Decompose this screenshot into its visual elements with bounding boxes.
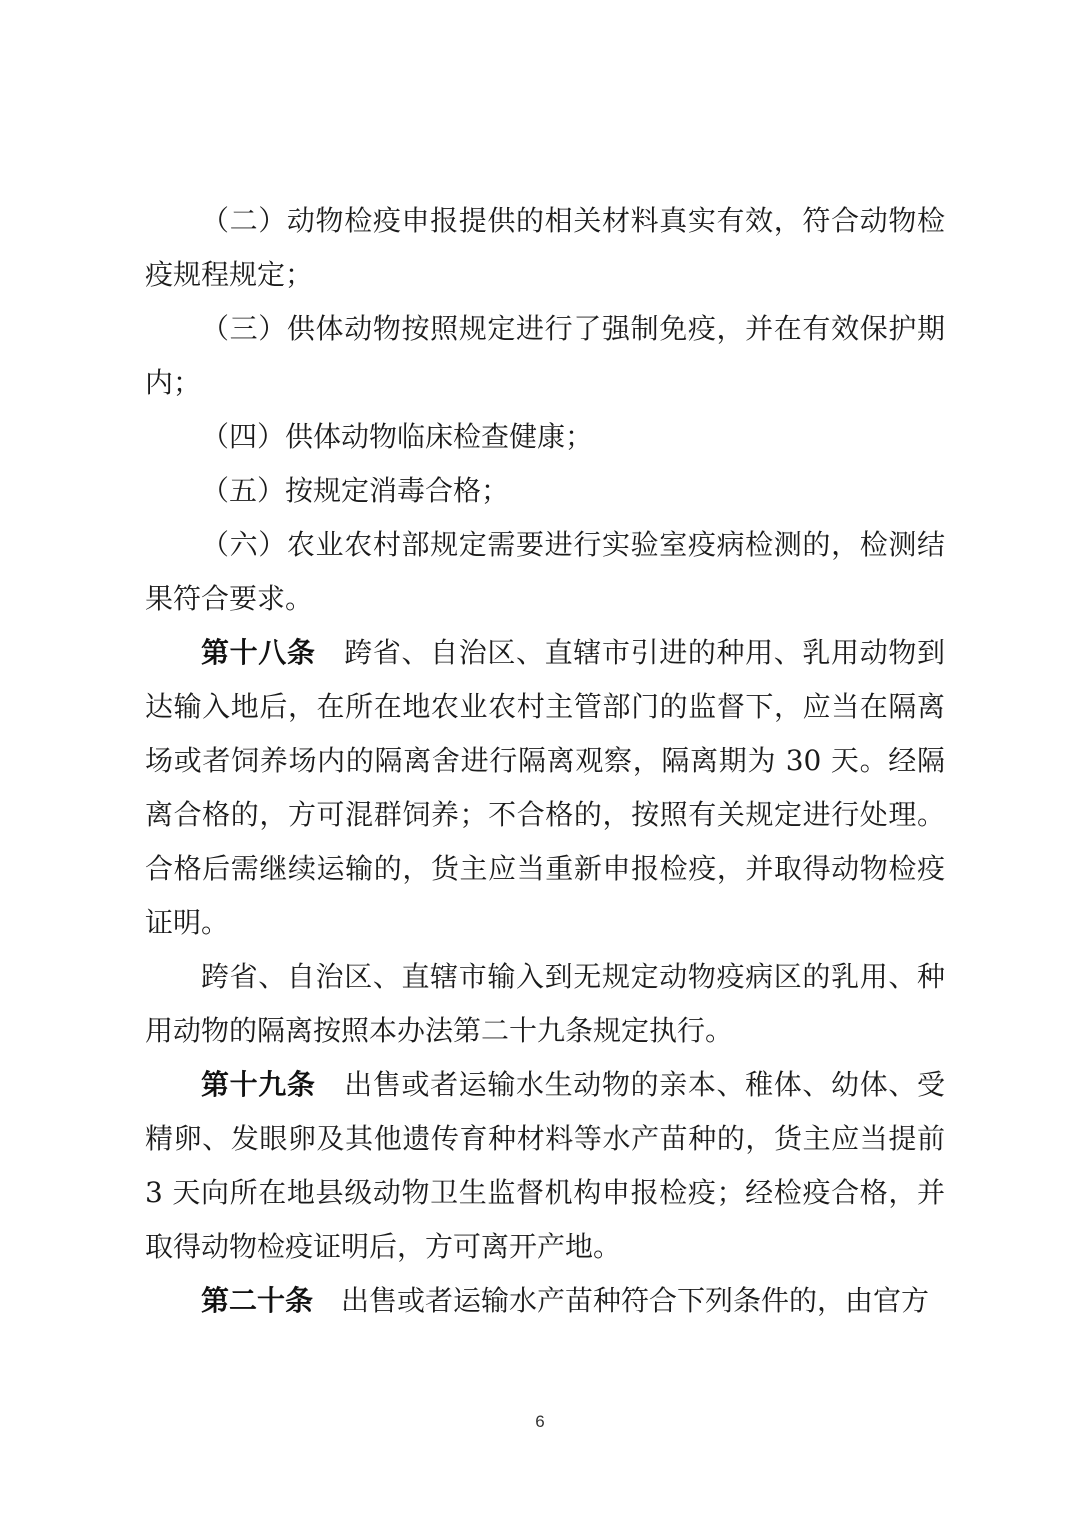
page-number: 6 <box>535 1412 545 1431</box>
article-title: 第二十条 <box>201 1284 314 1317</box>
article-text: 出售或者运输水产苗种符合下列条件的，由官方 <box>341 1284 930 1317</box>
article-19 <box>145 1058 945 1274</box>
article-title: 第十八条 <box>201 636 316 669</box>
article-text: 跨省、自治区、直辖市引进的种用、乳用动物到达输入地后，在所在地农业农村主管部门的监督下，应当在隔离场或者饲养场内的隔离舍进行隔离观察，隔离期为 30 天。经隔离合格的，方可混群饲养；不合格的，按照有关规定进行处理。合格后需继续运输的，货主应当重新申报检疫，并取得动物检疫证明。 <box>145 636 945 939</box>
clause-text: （二）动物检疫申报提供的相关材料真实有效，符合动物检疫规程规定； <box>145 204 945 291</box>
article-text: 跨省、自治区、直辖市输入到无规定动物疫病区的乳用、种用动物的隔离按照本办法第二十九条规定执行。 <box>145 960 945 1047</box>
clause-3 <box>145 302 945 410</box>
clause-text: （四）供体动物临床检查健康； <box>201 420 594 453</box>
article-text: 出售或者运输水生动物的亲本、稚体、幼体、受精卵、发眼卵及其他遗传育种材料等水产苗种的，货主应当提前 3 天向所在地县级动物卫生监督机构申报检疫；经检疫合格，并取得动物检疫证明后，方可离开产地。 <box>145 1068 945 1263</box>
clause-text: （三）供体动物按照规定进行了强制免疫，并在有效保护期内； <box>145 312 945 399</box>
clause-5 <box>145 464 945 518</box>
article-18-para-2 <box>145 950 945 1058</box>
clause-6 <box>145 518 945 626</box>
body-text <box>145 194 945 1328</box>
article-title: 第十九条 <box>201 1068 316 1101</box>
article-18 <box>145 626 945 950</box>
article-20 <box>145 1274 945 1328</box>
clause-text: （六）农业农村部规定需要进行实验室疫病检测的，检测结果符合要求。 <box>145 528 945 615</box>
clause-4 <box>145 410 945 464</box>
clause-text: （五）按规定消毒合格； <box>201 474 510 507</box>
clause-2 <box>145 194 945 302</box>
